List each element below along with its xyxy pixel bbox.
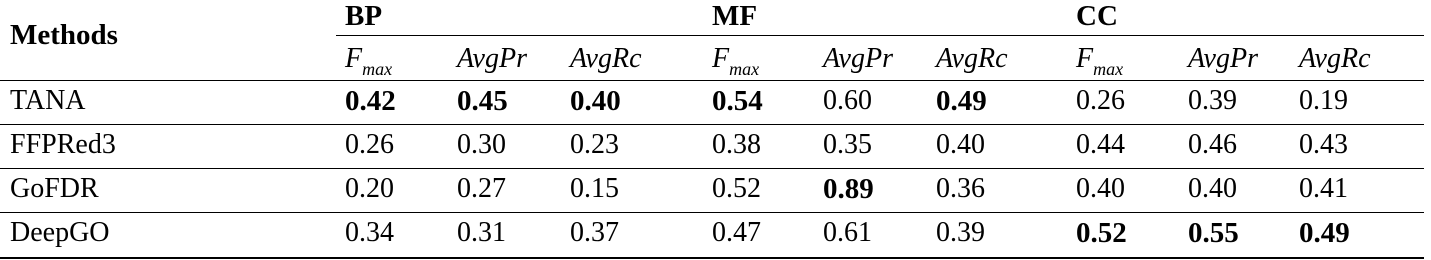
row-divider — [0, 124, 1424, 125]
table-cell: 0.44 — [1076, 129, 1125, 160]
table-cell: 0.43 — [1299, 129, 1348, 160]
row-method-label: FFPRed3 — [10, 129, 116, 160]
table-cell: 0.52 — [712, 173, 761, 204]
table-cell: 0.23 — [570, 129, 619, 160]
row-method-label: GoFDR — [10, 173, 99, 204]
table-cell: 0.39 — [1188, 85, 1237, 116]
table-cell: 0.27 — [457, 173, 506, 204]
table-cell: 0.52 — [1076, 217, 1127, 249]
table-cell: 0.41 — [1299, 173, 1348, 204]
row-divider — [0, 212, 1424, 213]
table-cell: 0.45 — [457, 85, 508, 117]
metric-header-mf-fmax: $F_{max}$ — [712, 43, 760, 79]
table-cell: 0.36 — [936, 173, 985, 204]
table-cell: 0.38 — [712, 129, 761, 160]
metric-header-bp-avgrc: AvgRc — [570, 43, 642, 74]
table-cell: 0.40 — [936, 129, 985, 160]
table-cell: 0.15 — [570, 173, 619, 204]
metric-header-mf-avgrc: AvgRc — [936, 43, 1008, 74]
table-cell: 0.40 — [1076, 173, 1125, 204]
table-cell: 0.37 — [570, 217, 619, 248]
table-cell: 0.40 — [570, 85, 621, 117]
group-header-mf: MF — [712, 0, 758, 32]
metric-header-bp-fmax: $F_{max}$ — [345, 43, 393, 79]
table-cell: 0.30 — [457, 129, 506, 160]
table-cell: 0.46 — [1188, 129, 1237, 160]
methods-header: Methods — [10, 19, 118, 51]
table-cell: 0.49 — [1299, 217, 1350, 249]
metric-header-bp-avgpr: AvgPr — [457, 43, 527, 74]
group-underline — [336, 35, 1424, 36]
table-cell: 0.20 — [345, 173, 394, 204]
row-method-label: TANA — [10, 85, 86, 116]
row-method-label: DeepGO — [10, 217, 110, 248]
table-cell: 0.35 — [823, 129, 872, 160]
header-rule — [0, 80, 1424, 81]
table-cell: 0.34 — [345, 217, 394, 248]
metric-header-cc-fmax: $F_{max}$ — [1076, 43, 1124, 79]
table-cell: 0.47 — [712, 217, 761, 248]
table-cell: 0.19 — [1299, 85, 1348, 116]
group-header-cc: CC — [1076, 0, 1118, 32]
metric-header-cc-avgpr: AvgPr — [1188, 43, 1258, 74]
metric-header-cc-avgrc: AvgRc — [1299, 43, 1371, 74]
table-cell: 0.49 — [936, 85, 987, 117]
table-cell: 0.89 — [823, 173, 874, 205]
bottom-rule — [0, 257, 1424, 259]
table-cell: 0.26 — [1076, 85, 1125, 116]
table-cell: 0.60 — [823, 85, 872, 116]
table-cell: 0.42 — [345, 85, 396, 117]
metric-header-mf-avgpr: AvgPr — [823, 43, 893, 74]
table-cell: 0.55 — [1188, 217, 1239, 249]
table-cell: 0.61 — [823, 217, 872, 248]
table-cell: 0.39 — [936, 217, 985, 248]
table-cell: 0.31 — [457, 217, 506, 248]
table-cell: 0.40 — [1188, 173, 1237, 204]
row-divider — [0, 168, 1424, 169]
table-cell: 0.26 — [345, 129, 394, 160]
group-header-bp: BP — [345, 0, 383, 32]
table-cell: 0.54 — [712, 85, 763, 117]
